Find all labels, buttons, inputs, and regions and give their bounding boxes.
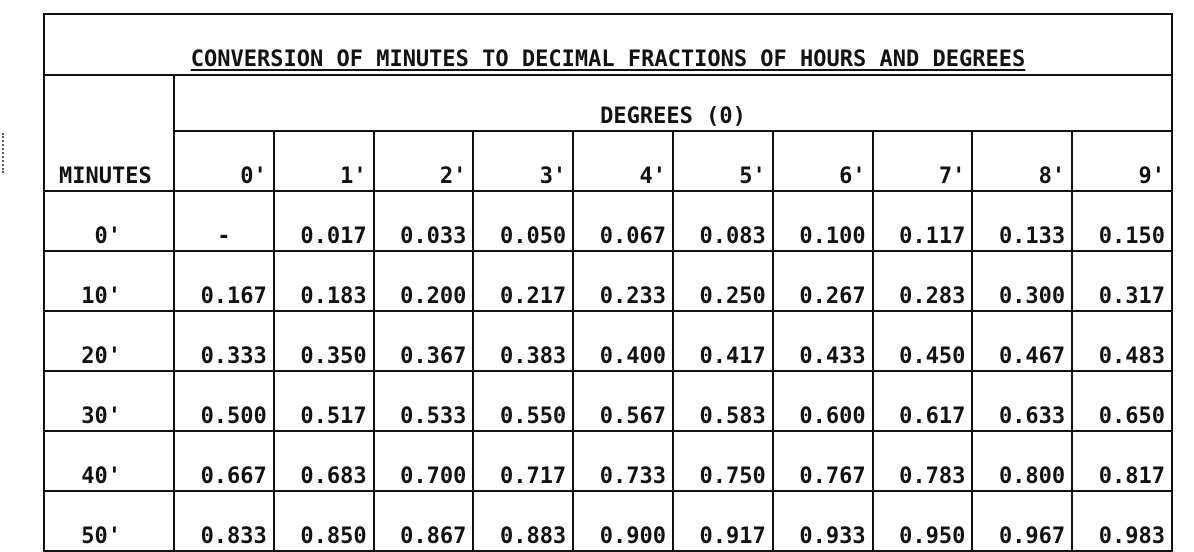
column-header: 8'	[972, 131, 1072, 191]
column-header: 6'	[773, 131, 873, 191]
conversion-table	[43, 13, 1173, 552]
table-cell: 0.817	[1072, 431, 1172, 491]
table-cell: 0.183	[274, 251, 374, 311]
column-header: 0'	[174, 131, 274, 191]
column-header: 2'	[374, 131, 474, 191]
table-cell: 0.117	[873, 191, 973, 251]
table-cell: 0.100	[773, 191, 873, 251]
table-cell: 0.283	[873, 251, 973, 311]
table-cell: 0.033	[374, 191, 474, 251]
table-cell: 0.167	[174, 251, 274, 311]
table-cell: 0.350	[274, 311, 374, 371]
table-cell: 0.600	[773, 371, 873, 431]
table-cell: 0.517	[274, 371, 374, 431]
table-row	[44, 251, 1172, 311]
table-cell: 0.733	[573, 431, 673, 491]
table-cell: 0.083	[673, 191, 773, 251]
table-cell: 0.783	[873, 431, 973, 491]
page-edge-mark	[2, 133, 6, 173]
table-cell: 0.850	[274, 491, 374, 551]
table-cell: 0.383	[473, 311, 573, 371]
table-cell: 0.317	[1072, 251, 1172, 311]
table-cell: 0.667	[174, 431, 274, 491]
table-cell: 0.017	[274, 191, 374, 251]
table-cell: 0.150	[1072, 191, 1172, 251]
table-cell: 0.567	[573, 371, 673, 431]
table-cell: 0.983	[1072, 491, 1172, 551]
table-cell: 0.417	[673, 311, 773, 371]
column-header-row	[44, 131, 1172, 191]
table-cell: 0.400	[573, 311, 673, 371]
table-cell: 0.967	[972, 491, 1072, 551]
table-cell: 0.917	[673, 491, 773, 551]
column-header: 9'	[1072, 131, 1172, 191]
table-cell: 0.233	[573, 251, 673, 311]
table-cell: 0.833	[174, 491, 274, 551]
row-label: 30'	[44, 371, 174, 431]
table-cell: 0.133	[972, 191, 1072, 251]
table-cell: 0.433	[773, 311, 873, 371]
row-label: 50'	[44, 491, 174, 551]
table-row	[44, 191, 1172, 251]
column-header: 7'	[873, 131, 973, 191]
table-cell: 0.333	[174, 311, 274, 371]
table-cell: 0.250	[673, 251, 773, 311]
table-cell: 0.800	[972, 431, 1072, 491]
table-cell: 0.617	[873, 371, 973, 431]
degrees-group-header: DEGREES (0)	[174, 75, 1172, 131]
table-cell: 0.933	[773, 491, 873, 551]
table-cell: 0.700	[374, 431, 474, 491]
table-cell: 0.300	[972, 251, 1072, 311]
table-row	[44, 311, 1172, 371]
row-label: 40'	[44, 431, 174, 491]
table-cell: 0.650	[1072, 371, 1172, 431]
table-title: CONVERSION OF MINUTES TO DECIMAL FRACTIONS OF HOURS AND DEGREES	[190, 47, 1026, 72]
table-row	[44, 371, 1172, 431]
title-row	[44, 14, 1172, 75]
table-cell: 0.467	[972, 311, 1072, 371]
table-cell: 0.683	[274, 431, 374, 491]
table-cell: 0.750	[673, 431, 773, 491]
table-row	[44, 491, 1172, 551]
table-cell: 0.900	[573, 491, 673, 551]
table-cell: 0.867	[374, 491, 474, 551]
table-cell: 0.217	[473, 251, 573, 311]
table-cell: 0.583	[673, 371, 773, 431]
group-header-row	[44, 75, 1172, 131]
table-cell: 0.050	[473, 191, 573, 251]
conversion-table-container	[43, 13, 1173, 549]
table-cell: 0.200	[374, 251, 474, 311]
column-header: 4'	[573, 131, 673, 191]
table-cell: 0.267	[773, 251, 873, 311]
table-cell: 0.550	[473, 371, 573, 431]
table-cell: 0.450	[873, 311, 973, 371]
table-body	[44, 14, 1172, 551]
minutes-header: MINUTES	[44, 75, 174, 191]
table-cell: 0.950	[873, 491, 973, 551]
row-label: 20'	[44, 311, 174, 371]
row-label: 0'	[44, 191, 174, 251]
table-title-cell	[44, 14, 1172, 75]
column-header: 3'	[473, 131, 573, 191]
table-cell: 0.767	[773, 431, 873, 491]
table-cell: 0.483	[1072, 311, 1172, 371]
table-cell: -	[174, 191, 274, 251]
table-cell: 0.883	[473, 491, 573, 551]
row-label: 10'	[44, 251, 174, 311]
table-row	[44, 431, 1172, 491]
table-cell: 0.500	[174, 371, 274, 431]
table-cell: 0.533	[374, 371, 474, 431]
table-cell: 0.633	[972, 371, 1072, 431]
column-header: 5'	[673, 131, 773, 191]
table-cell: 0.717	[473, 431, 573, 491]
table-cell: 0.067	[573, 191, 673, 251]
table-cell: 0.367	[374, 311, 474, 371]
column-header: 1'	[274, 131, 374, 191]
